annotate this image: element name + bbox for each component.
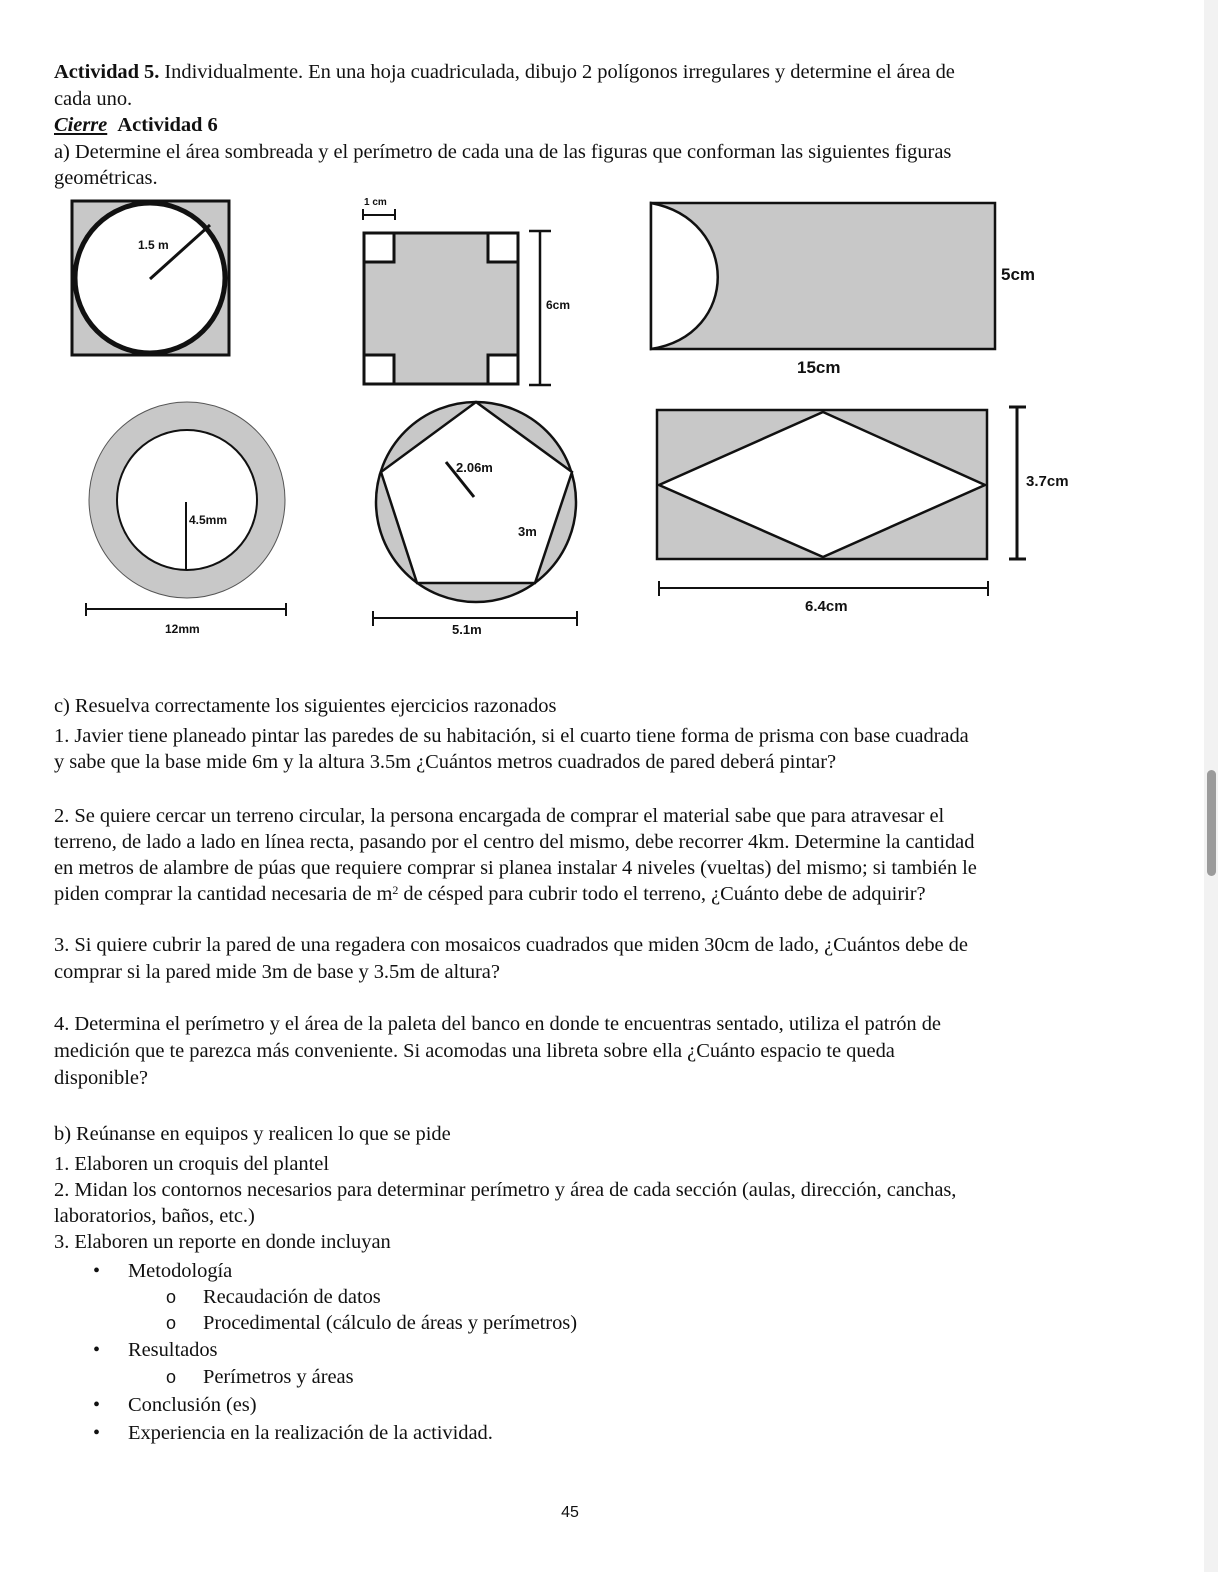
rect-width-label: 15cm <box>797 358 841 377</box>
exercise2-line4-text: piden comprar la cantidad necesaria de m <box>54 883 393 905</box>
squared-superscript: 2 <box>392 883 399 897</box>
cierre-label: Cierre <box>54 114 108 136</box>
sub-bullet-procedimental: Procedimental (cálculo de áreas y perímetros) <box>203 1312 577 1334</box>
bullet-metodologia: Metodología <box>128 1260 233 1282</box>
part-b-item3: 3. Elaboren un reporte en donde incluyan <box>54 1231 391 1253</box>
circle-radius-label: 1.5 m <box>138 238 169 252</box>
vertical-scrollbar[interactable] <box>1204 0 1218 1572</box>
exercise4-line3: disponible? <box>54 1067 148 1089</box>
figure-square-corners <box>363 197 570 385</box>
exercise2-line4 <box>54 881 926 907</box>
figure-circle-in-square <box>72 201 229 355</box>
sub-bullet-recaudacion: Recaudación de datos <box>203 1286 381 1308</box>
geometry-figures <box>0 0 1218 660</box>
bullet-icon: • <box>93 1339 101 1361</box>
part-c-heading: c) Resuelva correctamente los siguientes ejercicios razonados <box>54 695 557 717</box>
part-a-line1: a) Determine el área sombreada y el perímetro de cada una de las figuras que conforman las siguientes figuras <box>54 141 952 163</box>
figure-pentagon-in-circle <box>373 402 577 637</box>
part-b-item1: 1. Elaboren un croquis del plantel <box>54 1153 329 1175</box>
bullet-conclusion: Conclusión (es) <box>128 1394 257 1416</box>
unit-label: 1 cm <box>364 197 387 208</box>
rhombus-width-label: 6.4cm <box>805 598 848 615</box>
bullet-icon: • <box>93 1260 101 1282</box>
activity5-text: Individualmente. En una hoja cuadriculada, dibujo 2 polígonos irregulares y determine el área de <box>159 61 955 83</box>
page-number: 45 <box>561 1504 579 1521</box>
pentagon-diameter-label: 5.1m <box>452 622 482 637</box>
circle-bullet-icon: o <box>166 1313 177 1333</box>
figure-rhombus-in-rect <box>657 407 1069 615</box>
figure-rect-semicircle <box>651 203 1035 377</box>
bullet-experiencia: Experiencia en la realización de la actividad. <box>128 1422 493 1444</box>
pentagon-side-label: 3m <box>518 524 537 539</box>
exercise3-line1: 3. Si quiere cubrir la pared de una regadera con mosaicos cuadrados que miden 30cm de lado, ¿Cuántos debe de <box>54 934 968 956</box>
circle-bullet-icon: o <box>166 1287 177 1307</box>
bullet-resultados: Resultados <box>128 1339 218 1361</box>
bullet-icon: • <box>93 1394 101 1416</box>
exercise1-line1: 1. Javier tiene planeado pintar las paredes de su habitación, si el cuarto tiene forma de prisma con base cuadrada <box>54 725 969 747</box>
side-label: 6cm <box>546 298 571 312</box>
annulus-diameter-label: 12mm <box>165 622 200 636</box>
sub-bullet-perimetros: Perímetros y áreas <box>203 1366 354 1388</box>
part-b-heading: b) Reúnanse en equipos y realicen lo que se pide <box>54 1123 451 1145</box>
figure-annulus <box>86 402 286 636</box>
circle-bullet-icon: o <box>166 1367 177 1387</box>
exercise1-line2: y sabe que la base mide 6m y la altura 3.5m ¿Cuántos metros cuadrados de pared deberá pintar? <box>54 751 837 773</box>
part-b-item2-line2: laboratorios, baños, etc.) <box>54 1205 255 1227</box>
exercise2-line1: 2. Se quiere cercar un terreno circular, la persona encargada de comprar el material sabe que para atravesar el <box>54 805 945 827</box>
activity6-title: Actividad 6 <box>117 114 218 136</box>
annulus-radius-label: 4.5mm <box>189 513 228 527</box>
activity5-title: Actividad 5. <box>54 61 160 83</box>
exercise2-line2: terreno, de lado a lado en línea recta, pasando por el centro del mismo, debe recorrer 4km. Determine la cantidad <box>54 831 975 853</box>
part-a-line2: geométricas. <box>54 167 158 189</box>
pentagon-radius-label: 2.06m <box>456 460 493 475</box>
exercise4-line2: medición que te parezca más conveniente. Si acomodas una libreta sobre ella ¿Cuánto espacio te queda <box>54 1040 895 1062</box>
rhombus-height-label: 3.7cm <box>1026 473 1069 490</box>
exercise3-line2: comprar si la pared mide 3m de base y 3.5m de altura? <box>54 961 500 983</box>
exercise2-line4-text-end: de césped para cubrir todo el terreno, ¿Cuánto debe de adquirir? <box>398 883 926 905</box>
bullet-icon: • <box>93 1422 101 1444</box>
part-b-item2-line1: 2. Midan los contornos necesarios para determinar perímetro y área de cada sección (aulas, dirección, canchas, <box>54 1179 957 1201</box>
scrollbar-thumb[interactable] <box>1207 770 1216 876</box>
exercise2-line3: en metros de alambre de púas que requiere comprar si planea instalar 4 niveles (vueltas) del mismo; si también le <box>54 857 977 879</box>
rect-height-label: 5cm <box>1001 265 1036 284</box>
activity5-line2: cada uno. <box>54 88 133 110</box>
exercise4-line1: 4. Determina el perímetro y el área de la paleta del banco en donde te encuentras sentado, utiliza el patrón de <box>54 1013 941 1035</box>
